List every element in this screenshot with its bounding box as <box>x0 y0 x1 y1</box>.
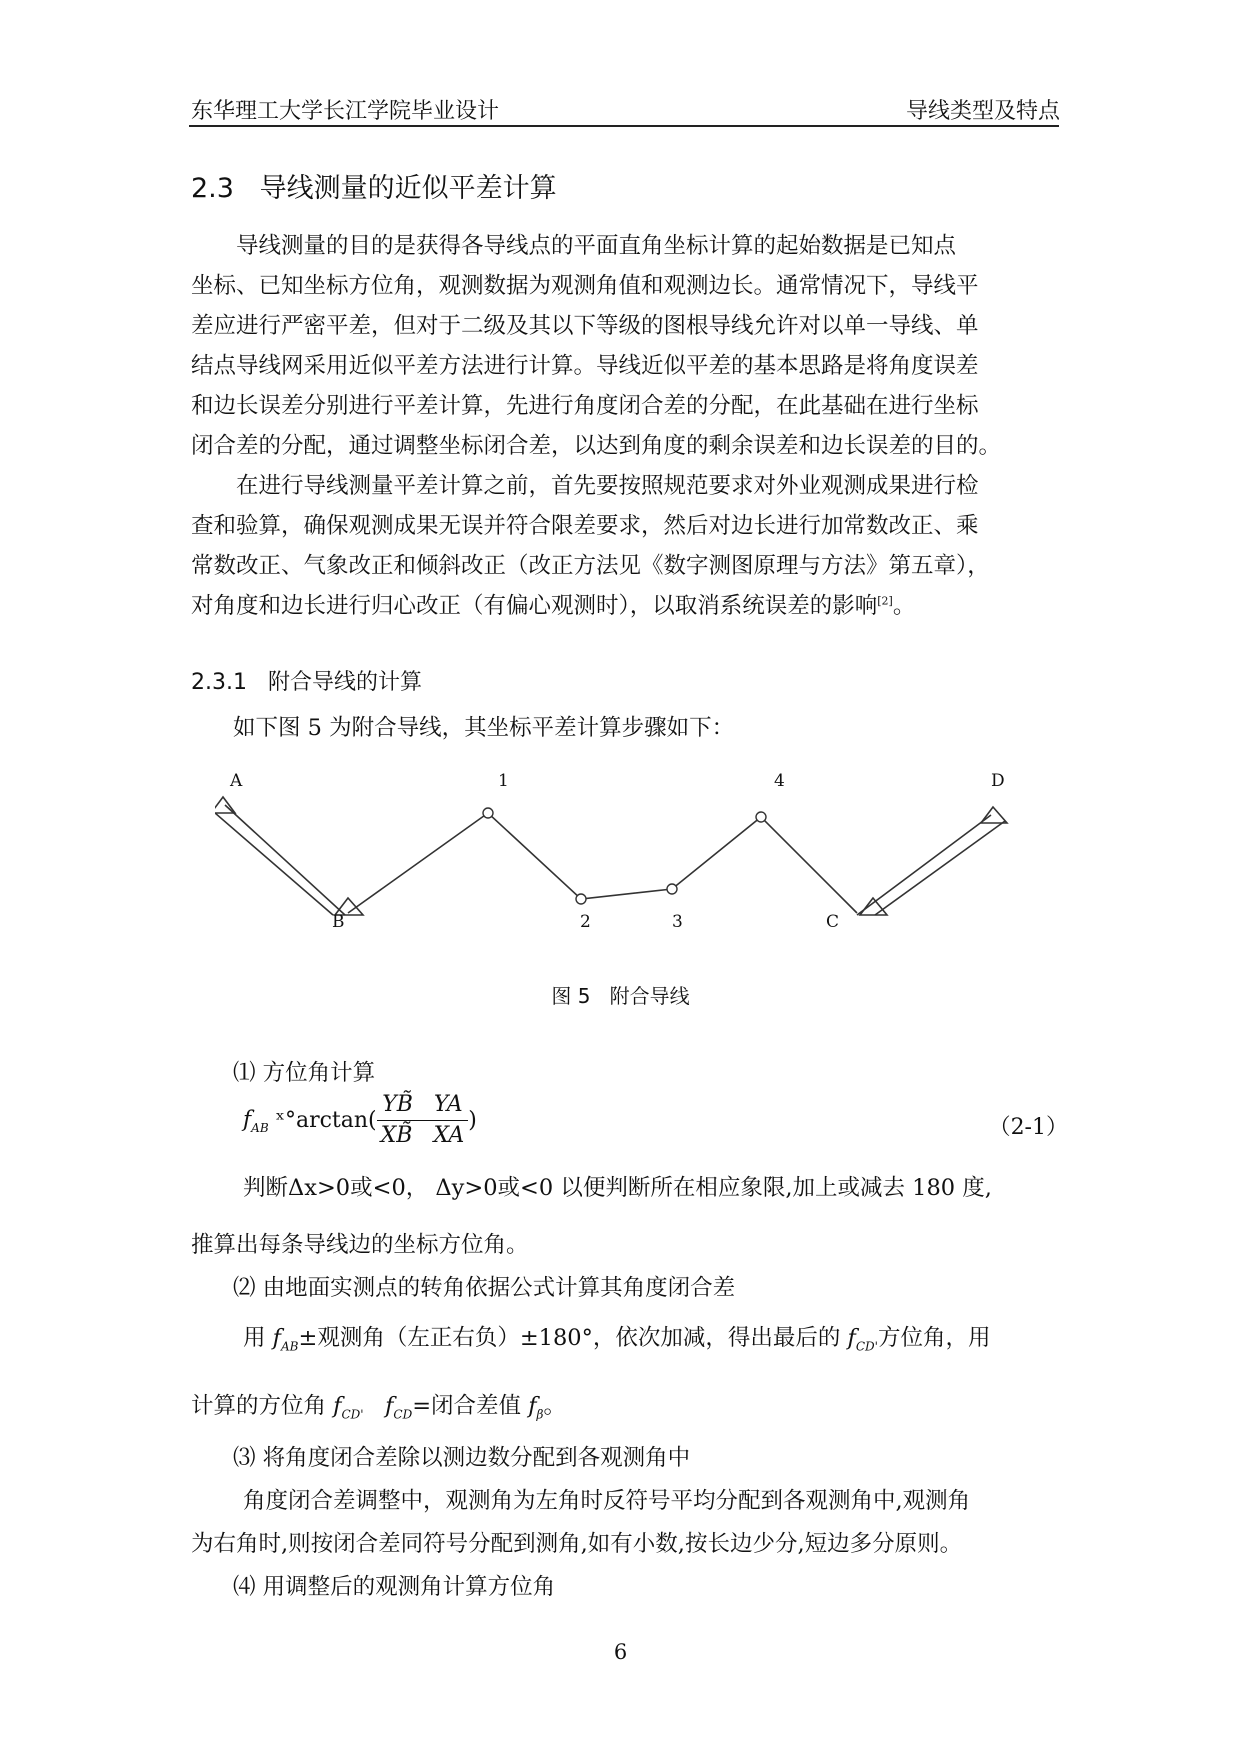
citation-ref[interactable]: [2] <box>877 594 893 608</box>
formula-fraction <box>377 1090 469 1151</box>
para2-line-2: 查和验算，确保观测成果无误并符合限差要求，然后对边长进行加常数改正、乘 <box>191 513 979 539</box>
s2l2-sub: CD' <box>341 1407 364 1422</box>
step-1-title: ⑴ 方位角计算 <box>233 1060 376 1086</box>
para1-line-6: 闭合差的分配，通过调整坐标闭合差，以达到角度的剩余误差和边长误差的目的。 <box>191 433 1002 459</box>
para1-line-4: 结点导线网采用近似平差方法进行计算。导线近似平差的基本思路是将角度误差 <box>191 353 979 379</box>
triangle-c <box>860 898 887 915</box>
para2-line-1: 在进行导线测量平差计算之前，首先要按照规范要求对外业观测成果进行检 <box>236 473 979 499</box>
point-4-marker <box>756 812 766 822</box>
s2l2-b: =闭合差值 <box>412 1393 529 1419</box>
label-d: D <box>991 771 1005 791</box>
para1-line-1: 导线测量的目的是获得各导线点的平面直角坐标计算的起始数据是已知点 <box>236 233 957 259</box>
step-2-title: ⑵ 由地面实测点的转角依据公式计算其角度闭合差 <box>233 1275 736 1301</box>
para2-line-3: 常数改正、气象改正和倾斜改正（改正方法见《数字测图原理与方法》第五章）， <box>191 553 990 579</box>
section-title: 2.3 导线测量的近似平差计算 <box>191 173 557 204</box>
para2-line-4 <box>191 586 1057 626</box>
s2l2-f: f <box>333 1393 342 1419</box>
formula-close: ) <box>468 1108 477 1133</box>
point-2-marker <box>576 894 586 904</box>
s2l2-c: 。 <box>543 1393 566 1419</box>
para1-line-3: 差应进行严密平差，但对于二级及其以下等级的图根导线允许对以单一导线、单 <box>191 313 979 339</box>
point-1-marker <box>483 808 493 818</box>
header-rule <box>189 125 1059 127</box>
s2l1-sub2: CD' <box>855 1339 878 1354</box>
para1-line-5: 和边长误差分别进行平差计算，先进行角度闭合差的分配，在此基础在进行坐标 <box>191 393 979 419</box>
label-3: 3 <box>672 912 683 932</box>
line-a-b-1 <box>225 805 345 915</box>
figure-caption: 图 5 附合导线 <box>551 984 690 1008</box>
para2-line-4-text: 对角度和边长进行归心改正（有偏心观测时），以取消系统误差的影响 <box>191 593 878 619</box>
judge-line-1: 判断Δx>0或<0， Δy>0或<0 以便判断所在相应象限,加上或减去 180 度, <box>243 1175 992 1201</box>
s2l1-c: 方位角，用 <box>877 1325 991 1351</box>
s2l1-f: f <box>272 1325 281 1351</box>
s2l2-sub2: CD <box>393 1407 413 1422</box>
formula-numerator: YB̃ YA <box>377 1090 469 1121</box>
s2l2-sub3: β <box>536 1407 544 1422</box>
formula-denominator: XB̃ XA <box>380 1123 465 1148</box>
step-2-line-2 <box>191 1388 566 1422</box>
s2l1-f2: f <box>847 1325 856 1351</box>
label-b: B <box>332 912 345 932</box>
step-4-title: ⑷ 用调整后的观测角计算方位角 <box>233 1574 556 1600</box>
line-c-d-2 <box>875 821 1005 915</box>
label-a: A <box>230 771 243 791</box>
label-c: C <box>826 912 840 932</box>
line-c-d-1 <box>857 815 991 915</box>
subsection-title: 2.3.1 附合导线的计算 <box>191 670 422 695</box>
triangle-d <box>981 807 1007 823</box>
step-3-line-1: 角度闭合差调整中，观测角为左角时反符号平均分配到各观测角中,观测角 <box>243 1488 971 1514</box>
formula-2-1 <box>243 1090 477 1151</box>
formula-mid: ˣ°arctan( <box>275 1108 377 1133</box>
subsection-intro: 如下图 5 为附合导线，其坐标平差计算步骤如下： <box>233 715 735 741</box>
s2l1-b: ±观测角（左正右负）±180°，依次加减，得出最后的 <box>298 1325 848 1351</box>
step-3-title: ⑶ 将角度闭合差除以测边数分配到各观测角中 <box>233 1445 691 1471</box>
traverse-route <box>348 813 857 913</box>
paragraph-1 <box>191 226 1057 466</box>
header-left: 东华理工大学长江学院毕业设计 <box>191 99 500 124</box>
label-4: 4 <box>774 771 785 791</box>
formula-sub: AB <box>251 1120 269 1135</box>
formula-f: f <box>243 1107 252 1133</box>
line-a-b-2 <box>215 813 333 915</box>
equation-number: （2-1） <box>988 1115 1068 1140</box>
judge-line-2: 推算出每条导线边的坐标方位角。 <box>191 1232 529 1258</box>
s2l1-a: 用 <box>243 1325 273 1351</box>
para1-line-2: 坐标、已知坐标方位角，观测数据为观测角值和观测边长。通常情况下，导线平 <box>191 273 979 299</box>
header-right: 导线类型及特点 <box>905 99 1060 124</box>
s2l2-f3: f <box>528 1393 537 1419</box>
s2l2-mid <box>364 1393 385 1419</box>
page-number: 6 <box>613 1640 628 1664</box>
s2l1-sub: AB <box>280 1339 299 1354</box>
traverse-diagram <box>215 765 1015 935</box>
s2l2-a: 计算的方位角 <box>191 1393 334 1419</box>
label-2: 2 <box>580 912 591 932</box>
point-3-marker <box>667 884 677 894</box>
paragraph-2 <box>191 466 1057 626</box>
step-3-line-2: 为右角时,则按闭合差同符号分配到测角,如有小数,按长边少分,短边多分原则。 <box>191 1531 963 1557</box>
para2-line-4-end: 。 <box>892 593 916 619</box>
s2l2-f2: f <box>385 1393 394 1419</box>
step-2-line-1 <box>243 1320 990 1354</box>
label-1: 1 <box>498 771 509 791</box>
